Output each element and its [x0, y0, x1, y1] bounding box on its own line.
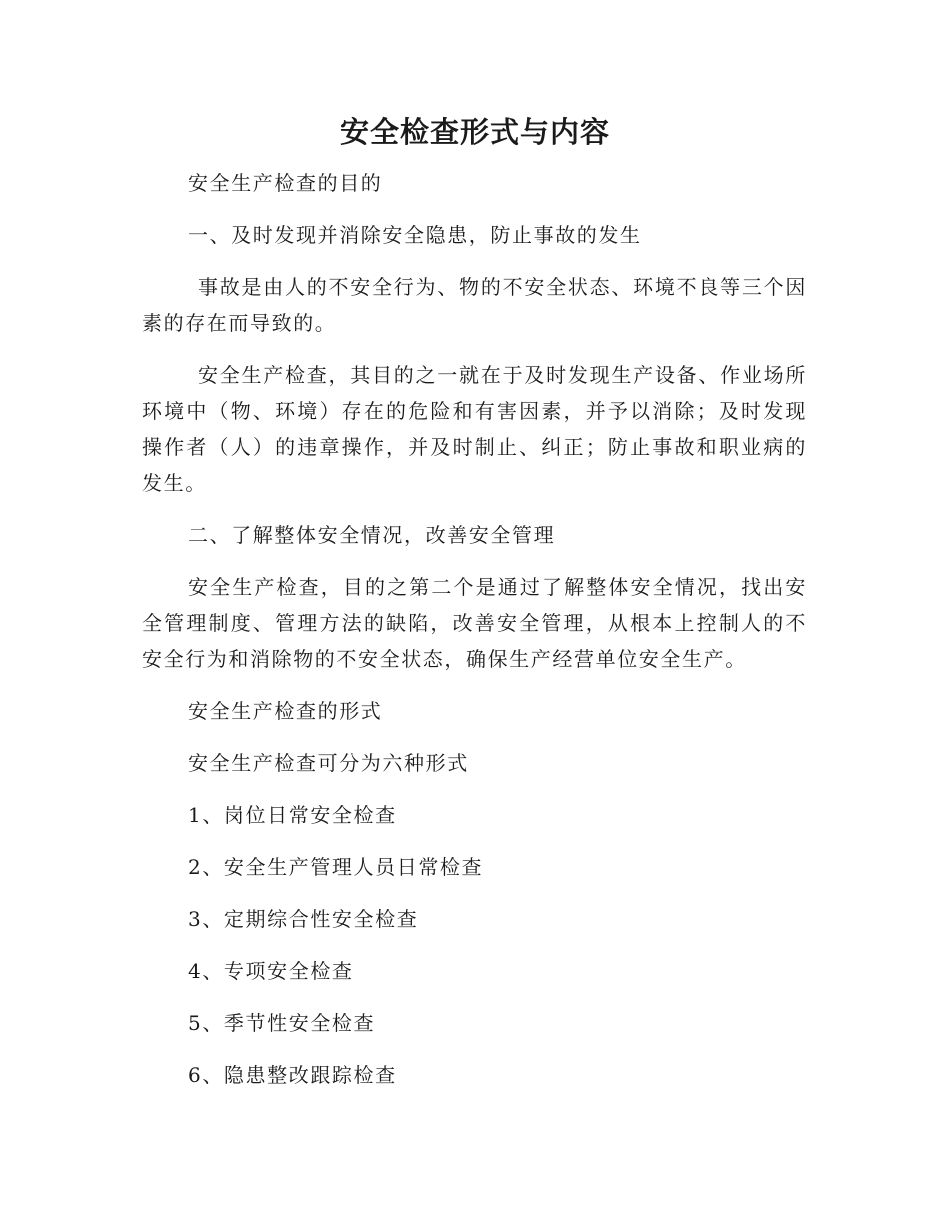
list-item: 1、岗位日常安全检查 [188, 803, 397, 827]
heading-purpose: 安全生产检查的目的 [188, 171, 383, 195]
paragraph-inspection-purpose-2: 安全生产检查，目的之第二个是通过了解整体安全情况，找出安全管理制度、管理方法的缺陷，改善安全管理，从根本上控制人的不安全行为和消除物的不安全状态，确保生产经营单位安全生产。 [142, 575, 807, 671]
paragraph-accident-causes: 事故是由人的不安全行为、物的不安全状态、环境不良等三个因素的存在而导致的。 [142, 275, 807, 335]
list-item: 2、安全生产管理人员日常检查 [188, 855, 484, 879]
heading-purpose-2: 二、了解整体安全情况，改善安全管理 [188, 523, 556, 547]
document-body [142, 165, 807, 1093]
list-item: 3、定期综合性安全检查 [188, 907, 419, 931]
list-item: 5、季节性安全检查 [188, 1011, 376, 1035]
list-item: 4、专项安全检查 [188, 959, 354, 983]
paragraph-inspection-purpose-1: 安全生产检查，其目的之一就在于及时发现生产设备、作业场所环境中（物、环境）存在的危险和有害因素，并予以消除；及时发现操作者（人）的违章操作，并及时制止、纠正；防止事故和职业病的发生。 [142, 363, 807, 495]
heading-forms: 安全生产检查的形式 [188, 699, 383, 723]
heading-purpose-1: 一、及时发现并消除安全隐患，防止事故的发生 [188, 223, 642, 247]
paragraph-forms-intro: 安全生产检查可分为六种形式 [188, 751, 469, 775]
document-title: 安全检查形式与内容 [339, 115, 610, 149]
list-item: 6、隐患整改跟踪检查 [188, 1063, 397, 1087]
